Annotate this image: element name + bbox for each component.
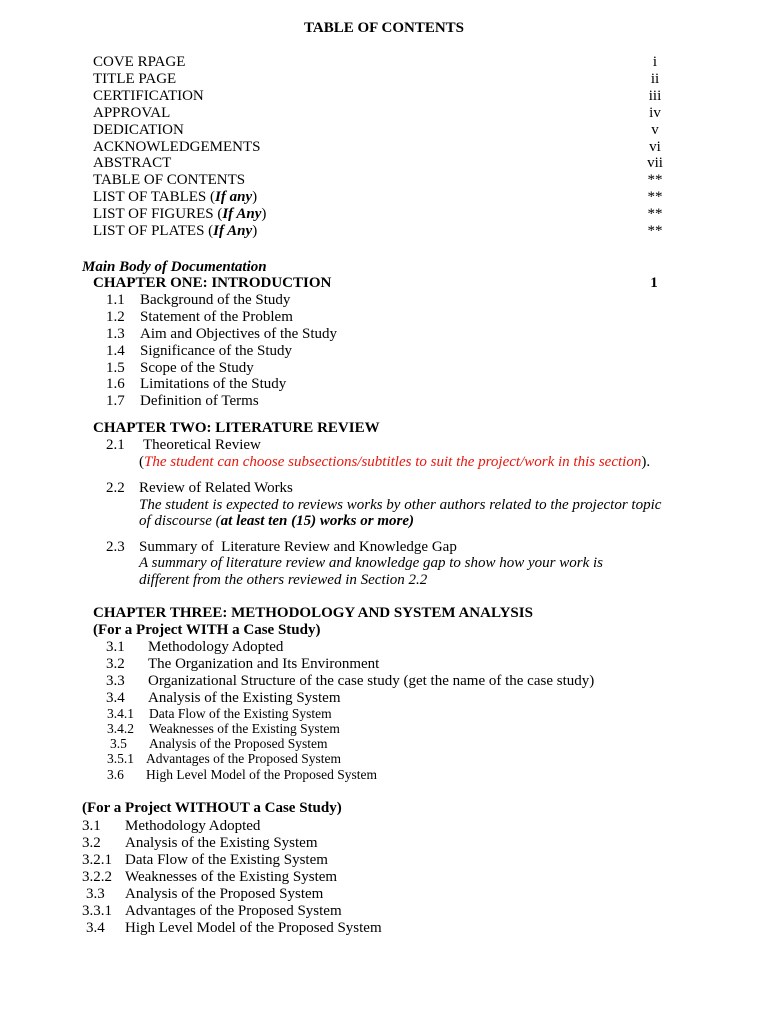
with-case-study-heading: (For a Project WITH a Case Study) <box>93 622 321 638</box>
toc-page-number: ** <box>647 223 663 239</box>
toc-page-number: vi <box>649 139 661 155</box>
section-title: Review of Related Works <box>139 480 293 496</box>
section-note: (The student can choose subsections/subtitles to suit the project/work in this section). <box>139 454 651 470</box>
section-number: 1.3 <box>106 326 125 342</box>
toc-page-number: vii <box>647 155 663 171</box>
section-title: Theoretical Review <box>143 437 261 453</box>
section-number: 3.1 <box>82 818 101 834</box>
chapter-one-heading: CHAPTER ONE: INTRODUCTION <box>93 275 332 291</box>
section-title: High Level Model of the Proposed System <box>146 767 377 782</box>
section-title: Advantages of the Proposed System <box>146 751 341 766</box>
main-body-heading: Main Body of Documentation <box>82 259 267 275</box>
section-number: 3.4.1 <box>107 706 134 721</box>
toc-entry-list-of-figures: LIST OF FIGURES (If Any) <box>93 206 267 222</box>
toc-entry-acknowledgements: ACKNOWLEDGEMENTS <box>93 139 261 155</box>
toc-page-number: iv <box>649 105 661 121</box>
toc-page-number: ** <box>647 206 663 222</box>
section-note: different from the others reviewed in Section 2.2 <box>139 572 428 588</box>
section-number: 1.2 <box>106 309 125 325</box>
toc-entry-approval: APPROVAL <box>93 105 171 121</box>
section-title: Methodology Adopted <box>125 818 261 834</box>
toc-page-number: i <box>652 54 658 70</box>
chapter-two-heading: CHAPTER TWO: LITERATURE REVIEW <box>93 420 380 436</box>
section-title: Statement of the Problem <box>140 309 293 325</box>
section-title: Data Flow of the Existing System <box>149 706 332 721</box>
section-number: 2.1 <box>106 437 125 453</box>
section-title: Advantages of the Proposed System <box>125 903 342 919</box>
section-title: Organizational Structure of the case study (get the name of the case study) <box>148 673 595 689</box>
section-note: The student is expected to reviews works by other authors related to the projector topic <box>139 497 662 513</box>
section-title: The Organization and Its Environment <box>148 656 380 672</box>
toc-page-number: ** <box>647 189 663 205</box>
toc-page-number: ii <box>650 71 660 87</box>
section-title: Significance of the Study <box>140 343 293 359</box>
section-title: Definition of Terms <box>140 393 259 409</box>
section-title: Weaknesses of the Existing System <box>149 721 340 736</box>
section-title: Analysis of the Proposed System <box>125 886 324 902</box>
section-title: Methodology Adopted <box>148 639 284 655</box>
section-number: 1.6 <box>106 376 125 392</box>
section-title: Scope of the Study <box>140 360 254 376</box>
page-title: TABLE OF CONTENTS <box>303 20 465 36</box>
section-number: 3.5.1 <box>107 751 134 766</box>
section-number: 3.1 <box>106 639 125 655</box>
section-number: 3.4 <box>86 920 105 936</box>
section-number: 1.1 <box>106 292 125 308</box>
toc-entry-list-of-plates: LIST OF PLATES (If Any) <box>93 223 258 239</box>
toc-page-number: v <box>651 122 659 138</box>
section-number: 3.2.1 <box>82 852 112 868</box>
section-title: Analysis of the Proposed System <box>149 736 328 751</box>
toc-entry-cover-page: COVE RPAGE <box>93 54 186 70</box>
toc-entry-dedication: DEDICATION <box>93 122 184 138</box>
section-note: of discourse (at least ten (15) works or more) <box>139 513 415 529</box>
toc-entry-title-page: TITLE PAGE <box>93 71 177 87</box>
section-title: High Level Model of the Proposed System <box>125 920 382 936</box>
section-number: 1.7 <box>106 393 125 409</box>
section-number: 3.2.2 <box>82 869 112 885</box>
section-number: 3.5 <box>110 736 127 751</box>
section-note: A summary of literature review and knowledge gap to show how your work is <box>139 555 603 571</box>
section-number: 2.3 <box>106 539 125 555</box>
section-title: Aim and Objectives of the Study <box>140 326 338 342</box>
toc-entry-table-of-contents: TABLE OF CONTENTS <box>93 172 246 188</box>
section-number: 2.2 <box>106 480 125 496</box>
section-number: 3.4 <box>106 690 125 706</box>
section-number: 3.3.1 <box>82 903 112 919</box>
section-number: 1.4 <box>106 343 125 359</box>
toc-entry-list-of-tables: LIST OF TABLES (If any) <box>93 189 258 205</box>
chapter-three-heading: CHAPTER THREE: METHODOLOGY AND SYSTEM ANALYSIS <box>93 605 533 621</box>
toc-page-number: ** <box>647 172 663 188</box>
section-number: 3.3 <box>106 673 125 689</box>
section-number: 1.5 <box>106 360 125 376</box>
toc-entry-abstract: ABSTRACT <box>93 155 172 171</box>
section-number: 3.2 <box>82 835 101 851</box>
section-number: 3.2 <box>106 656 125 672</box>
section-title: Limitations of the Study <box>140 376 287 392</box>
toc-page-number: iii <box>648 88 662 104</box>
section-title: Data Flow of the Existing System <box>125 852 328 868</box>
section-title: Analysis of the Existing System <box>148 690 341 706</box>
section-number: 3.3 <box>86 886 105 902</box>
section-title: Analysis of the Existing System <box>125 835 318 851</box>
chapter-one-page: 1 <box>650 275 658 291</box>
without-case-study-heading: (For a Project WITHOUT a Case Study) <box>82 800 342 816</box>
section-title: Summary of Literature Review and Knowledge Gap <box>139 539 457 555</box>
section-number: 3.4.2 <box>107 721 134 736</box>
section-title: Background of the Study <box>140 292 291 308</box>
toc-entry-certification: CERTIFICATION <box>93 88 204 104</box>
section-title: Weaknesses of the Existing System <box>125 869 338 885</box>
section-number: 3.6 <box>107 767 124 782</box>
